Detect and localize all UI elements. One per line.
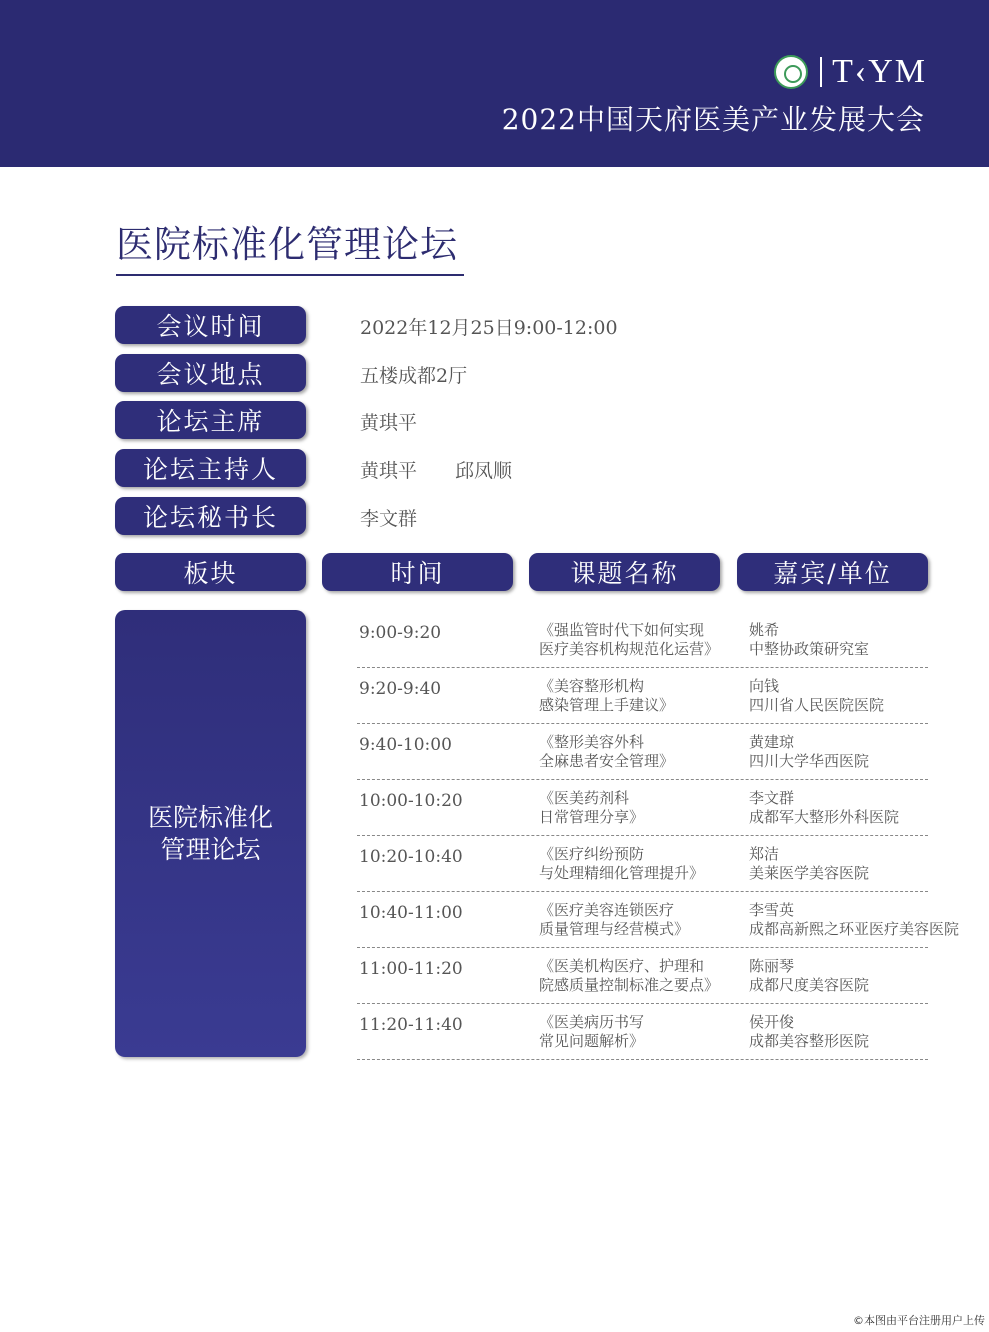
row-topic: 《美容整形机构 感染管理上手建议》 bbox=[539, 677, 675, 714]
row-topic: 《医美机构医疗、护理和 院感质量控制标准之要点》 bbox=[539, 957, 720, 994]
info-value-venue: 五楼成都2厅 bbox=[360, 365, 468, 387]
section-block bbox=[115, 610, 306, 1057]
forum-title: 医院标准化管理论坛 bbox=[116, 214, 464, 276]
table-row bbox=[357, 835, 928, 892]
row-time: 11:20-11:40 bbox=[359, 1015, 463, 1035]
info-value-host: 黄琪平 邱凤顺 bbox=[360, 460, 513, 482]
row-topic: 《医美药剂科 日常管理分享》 bbox=[539, 789, 645, 826]
table-row bbox=[357, 891, 960, 948]
logo bbox=[774, 52, 927, 92]
table-row bbox=[357, 723, 928, 780]
header-section: 板块 bbox=[115, 553, 306, 591]
table-row bbox=[357, 611, 928, 668]
conference-title: 2022中国天府医美产业发展大会 bbox=[501, 103, 925, 136]
section-line-2: 管理论坛 bbox=[160, 834, 261, 864]
row-guest: 李文群 成都军大整形外科医院 bbox=[749, 789, 900, 826]
info-label-chair: 论坛主席 bbox=[115, 401, 306, 439]
watermark: ©本图由平台注册用户上传 bbox=[853, 1314, 985, 1327]
row-topic: 《医疗纠纷预防 与处理精细化管理提升》 bbox=[539, 845, 705, 882]
row-guest: 黄建琼 四川大学华西医院 bbox=[749, 733, 870, 770]
row-topic: 《医美病历书写 常见问题解析》 bbox=[539, 1013, 645, 1050]
header-banner bbox=[0, 0, 989, 167]
header-time: 时间 bbox=[322, 553, 513, 591]
row-guest: 姚希 中整协政策研究室 bbox=[749, 621, 870, 658]
info-label-secretary: 论坛秘书长 bbox=[115, 497, 306, 535]
table-row bbox=[357, 1003, 928, 1060]
info-value-chair: 黄琪平 bbox=[360, 412, 418, 434]
emblem-icon bbox=[774, 55, 808, 89]
row-guest: 郑洁 美莱医学美容医院 bbox=[749, 845, 870, 882]
section-line-1: 医院标准化 bbox=[147, 802, 273, 832]
row-time: 10:40-11:00 bbox=[359, 903, 463, 923]
row-time: 9:20-9:40 bbox=[359, 679, 442, 699]
info-value-secretary: 李文群 bbox=[360, 508, 418, 530]
row-topic: 《医疗美容连锁医疗 质量管理与经营模式》 bbox=[539, 901, 690, 938]
row-topic: 《整形美容外科 全麻患者安全管理》 bbox=[539, 733, 675, 770]
header-topic: 课题名称 bbox=[529, 553, 720, 591]
row-time: 9:40-10:00 bbox=[359, 735, 452, 755]
row-guest: 侯开俊 成都美容整形医院 bbox=[749, 1013, 870, 1050]
row-topic: 《强监管时代下如何实现 医疗美容机构规范化运营》 bbox=[539, 621, 720, 658]
table-row bbox=[357, 779, 928, 836]
info-label-venue: 会议地点 bbox=[115, 354, 306, 392]
header-guest: 嘉宾/单位 bbox=[737, 553, 928, 591]
row-guest: 李雪英 成都高新熙之环亚医疗美容医院 bbox=[749, 901, 960, 938]
logo-text: T‹YM bbox=[832, 53, 927, 90]
table-row bbox=[357, 667, 928, 724]
logo-divider bbox=[820, 57, 822, 87]
row-time: 11:00-11:20 bbox=[359, 959, 463, 979]
row-time: 9:00-9:20 bbox=[359, 623, 442, 643]
row-guest: 向钱 四川省人民医院医院 bbox=[749, 677, 885, 714]
info-label-time: 会议时间 bbox=[115, 306, 306, 344]
row-guest: 陈丽琴 成都尺度美容医院 bbox=[749, 957, 870, 994]
row-time: 10:00-10:20 bbox=[359, 791, 463, 811]
info-label-host: 论坛主持人 bbox=[115, 449, 306, 487]
row-time: 10:20-10:40 bbox=[359, 847, 463, 867]
table-row bbox=[357, 947, 928, 1004]
info-value-time: 2022年12月25日9:00-12:00 bbox=[360, 317, 618, 339]
